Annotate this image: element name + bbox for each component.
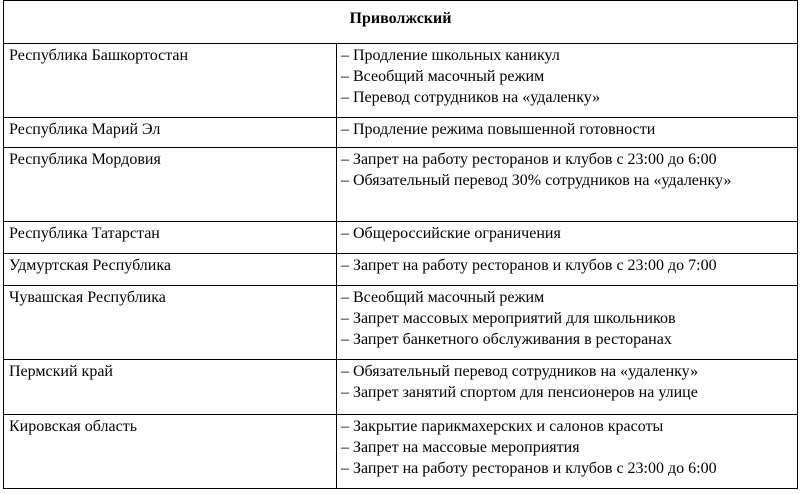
measure-item: – Обязательный перевод 30% сотрудников на «удаленку» xyxy=(341,172,732,189)
region-cell: Чувашская Республика xyxy=(4,286,337,360)
measures-cell xyxy=(337,44,798,118)
measure-item: – Перевод сотрудников на «удаленку» xyxy=(341,89,601,106)
measure-item: – Закрытие парикмахерских и салонов красоты xyxy=(341,418,664,435)
region-cell: Республика Мордовия xyxy=(4,148,337,222)
measure-item: – Продление школьных каникул xyxy=(341,47,560,64)
measure-item: – Запрет на массовые мероприятия xyxy=(341,439,580,456)
region-cell: Республика Башкортостан xyxy=(4,44,337,118)
measure-item: – Общероссийские ограничения xyxy=(341,225,561,242)
measure-item: – Запрет на работу ресторанов и клубов с 23:00 до 7:00 xyxy=(341,257,717,274)
measures-cell xyxy=(337,286,798,360)
table-row xyxy=(4,148,798,222)
measure-item: – Запрет на работу ресторанов и клубов с 23:00 до 6:00 xyxy=(341,151,717,168)
regions-restrictions-table xyxy=(3,0,798,489)
table-row xyxy=(4,415,798,489)
measures-cell xyxy=(337,148,798,222)
region-cell: Республика Марий Эл xyxy=(4,118,337,148)
measure-item: – Запрет на работу ресторанов и клубов с 23:00 до 6:00 xyxy=(341,460,717,477)
measure-item: – Запрет занятий спортом для пенсионеров на улице xyxy=(341,384,698,401)
table-row xyxy=(4,254,798,286)
table-row xyxy=(4,44,798,118)
table-row xyxy=(4,360,798,415)
measure-item: – Продление режима повышенной готовности xyxy=(341,121,656,138)
measure-item: – Всеобщий масочный режим xyxy=(341,68,545,85)
measures-cell xyxy=(337,254,798,286)
table-row xyxy=(4,286,798,360)
table-header: Приволжский xyxy=(4,1,798,44)
table-row xyxy=(4,222,798,254)
table-row xyxy=(4,118,798,148)
measures-cell xyxy=(337,415,798,489)
measures-cell xyxy=(337,222,798,254)
measure-item: – Всеобщий масочный режим xyxy=(341,289,545,306)
measures-cell xyxy=(337,360,798,415)
region-cell: Пермский край xyxy=(4,360,337,415)
measure-item: – Запрет банкетного обслуживания в ресторанах xyxy=(341,331,672,348)
header-row xyxy=(4,1,798,44)
measure-item: – Запрет массовых мероприятий для школьников xyxy=(341,310,676,327)
region-cell: Кировская область xyxy=(4,415,337,489)
region-cell: Республика Татарстан xyxy=(4,222,337,254)
measure-item: – Обязательный перевод сотрудников на «удаленку» xyxy=(341,363,699,380)
measures-cell xyxy=(337,118,798,148)
region-cell: Удмуртская Республика xyxy=(4,254,337,286)
